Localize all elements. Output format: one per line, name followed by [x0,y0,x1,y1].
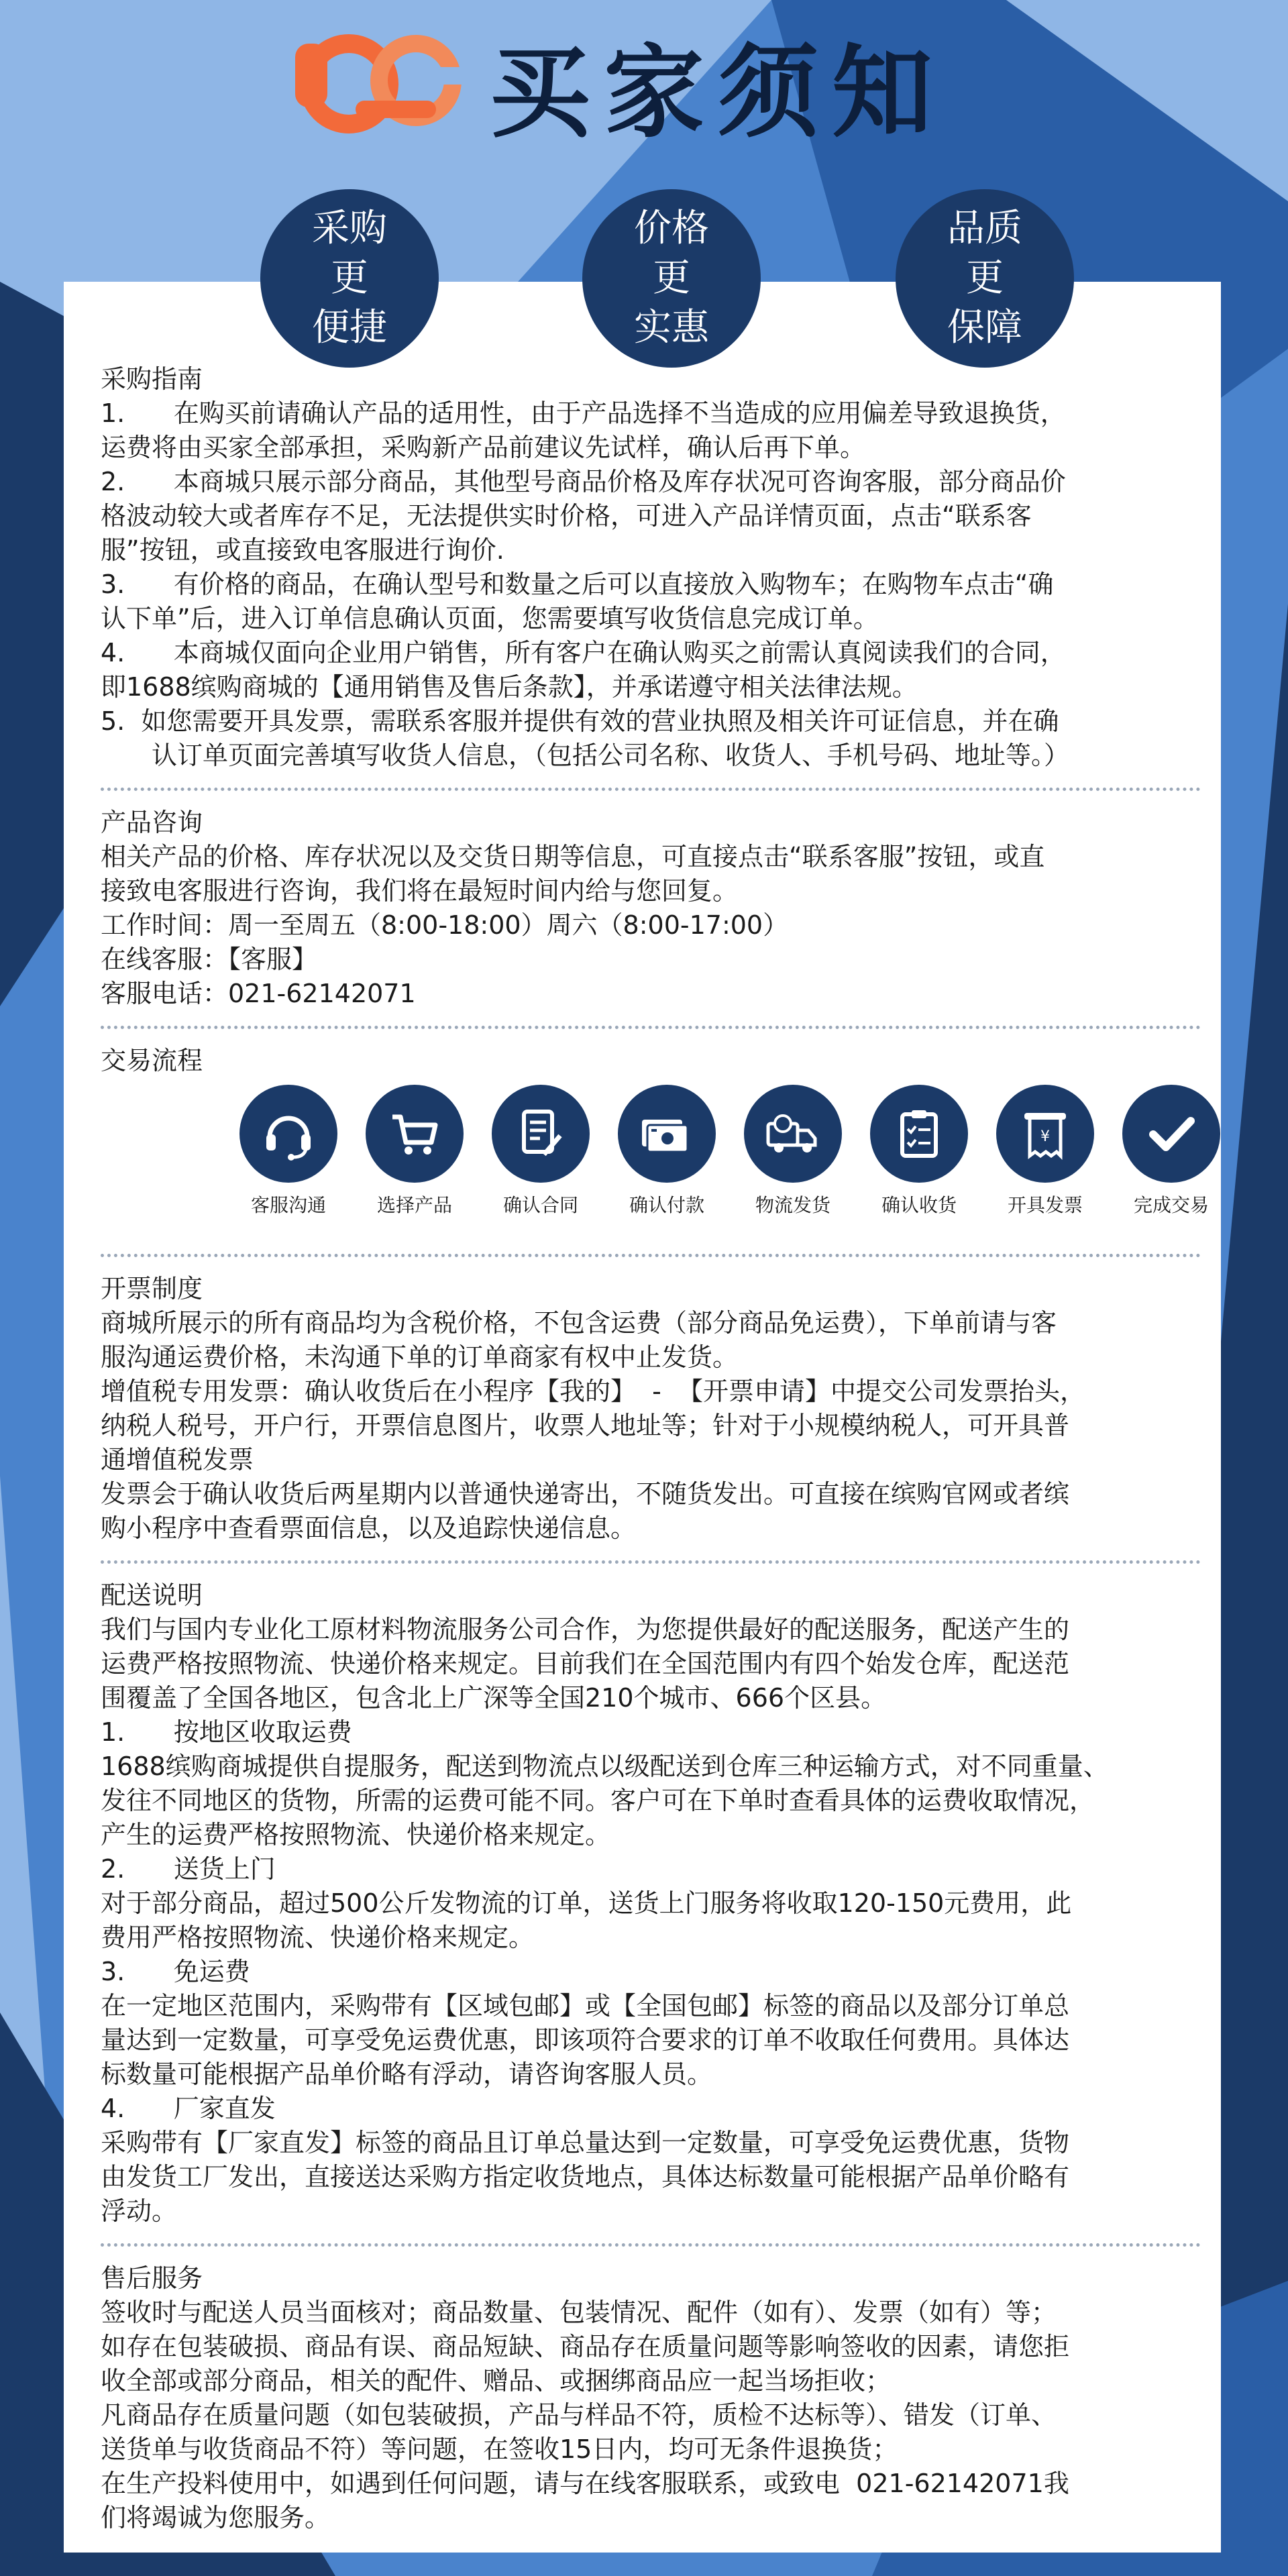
step-label: 确认合同 [502,1194,578,1216]
text-line: 2. 本商城只展示部分商品，其他型号商品价格及库存状况可咨询客服，部分商品价 [101,467,1066,496]
delivery-section [101,1578,1201,2229]
feature-badges [0,189,1288,370]
work-hours: 工作时间：周一至周五（8:00-18:00）周六（8:00-17:00） [101,910,789,940]
text-line: 格波动较大或者库存不足，无法提供实时价格，可进入产品详情页面，点击“联系客 [101,501,1032,531]
delivery-truck-icon [744,1085,842,1183]
step-label: 选择产品 [376,1194,452,1216]
text-line: 对于部分商品，超过500公斤发物流的订单，送货上门服务将收取120-150元费用，此 [101,1888,1072,1918]
step-label: 物流发货 [755,1194,830,1216]
section-title: 配送说明 [101,1580,203,1610]
step-confirm-payment [606,1085,727,1219]
section-title: 采购指南 [101,364,203,394]
text-line: 产生的运费严格按照物流、快递价格来规定。 [101,1820,611,1849]
text-line: 在一定地区范围内，采购带有【区域包邮】或【全国包邮】标签的商品以及部分订单总 [101,1991,1070,2021]
cash-payment-icon [618,1085,716,1183]
text-line: 运费将由买家全部承担，采购新产品前建议先试样，确认后再下单。 [101,433,866,462]
text-line: 5. 如您需要开具发票，需联系客服并提供有效的营业执照及相关许可证信息，并在确 [101,706,1059,736]
text-line: 2. 送货上门 [101,1854,276,1884]
text-line: 1. 按地区收取运费 [101,1717,352,1747]
notice-content [101,362,1209,2535]
svg-text:¥: ¥ [1040,1128,1050,1145]
text-line: 1688缤购商城提供自提服务，配送到物流点以级配送到仓库三种运输方式，对不同重量、 [101,1752,1109,1781]
service-phone[interactable]: 客服电话：021-62142071 [101,979,416,1008]
text-line: 纳税人税号，开户行，开票信息图片，收票人地址等；针对于小规模纳税人，可开具普 [101,1411,1070,1440]
text-line: 收全部或部分商品，相关的配件、赠品、或捆绑商品应一起当场拒收； [101,2366,892,2396]
step-shipping [733,1085,853,1219]
text-line: 签收时与配送人员当面核对；商品数量、包装情况、配件（如有）、发票（如有）等； [101,2298,1057,2327]
step-label: 完成交易 [1133,1194,1209,1216]
text-line: 们将竭诚为您服务。 [101,2503,331,2532]
checkmark-icon [1122,1085,1220,1183]
text-line: 相关产品的价格、库存状况以及交货日期等信息，可直接点击“联系客服”按钮，或直 [101,842,1045,871]
text-line: 认下单”后，进入订单信息确认页面，您需要填写收货信息完成订单。 [101,604,879,633]
dotted-divider [101,1254,1201,1257]
badge-affordable: 价格 更 实惠 [582,189,761,368]
text-line: 4. 厂家直发 [101,2094,276,2123]
text-line: 发往不同地区的货物，所需的运费可能不同。客户可在下单时查看具体的运费收取情况， [101,1786,1095,1815]
step-customer-service [228,1085,349,1219]
purchase-guide-section [101,362,1201,773]
text-line: 3. 免运费 [101,1957,250,1986]
text-line: 凡商品存在质量问题（如包装破损，产品与样品不符，质检不达标等）、错发（订单、 [101,2400,1057,2430]
section-title: 产品咨询 [101,808,203,837]
dotted-divider [101,2243,1201,2247]
text-line: 商城所展示的所有商品均为含税价格，不包含运费（部分商品免运费），下单前请与客 [101,1308,1057,1338]
step-label: 确认付款 [629,1194,704,1216]
text-line: 通增值税发票 [101,1445,254,1474]
text-line: 在生产投料使用中，如遇到任何问题，请与在线客服联系，或致电 021-62142071我 [101,2469,1069,2498]
text-line: 如存在包装破损、商品有误、商品短缺、商品存在质量问题等影响签收的因素，请您拒 [101,2332,1070,2361]
shopping-cart-icon [366,1085,464,1183]
step-label: 客服沟通 [250,1194,326,1216]
step-select-product [354,1085,475,1219]
badge-convenient: 采购 更 便捷 [260,189,439,368]
text-line: 服”按钮，或直接致电客服进行询价. [101,535,504,565]
page-title: 买家须知 [490,34,947,152]
product-consult-section [101,806,1201,1011]
dotted-divider [101,788,1201,791]
text-line: 围覆盖了全国各地区，包含北上广深等全国210个城市、666个区县。 [101,1683,887,1713]
clipboard-check-icon [870,1085,968,1183]
text-line: 3. 有价格的商品，在确认型号和数量之后可以直接放入购物车；在购物车点击“确 [101,570,1054,599]
text-line: 量达到一定数量，可享受免运费优惠，即该项符合要求的订单不收取任何费用。具体达 [101,2025,1070,2055]
text-line: 购小程序中查看票面信息，以及追踪快递信息。 [101,1513,637,1543]
text-line: 标数量可能根据产品单价略有浮动，请咨询客服人员。 [101,2059,713,2089]
step-label: 确认收货 [881,1194,957,1216]
text-line: 费用严格按照物流、快递价格来规定。 [101,1923,535,1952]
invoice-icon [996,1085,1094,1183]
after-sale-section [101,2261,1201,2535]
online-service-link[interactable]: 在线客服：【客服】 [101,945,318,974]
process-flow [101,1085,1209,1239]
step-confirm-contract [480,1085,601,1219]
step-complete-trade [1111,1085,1232,1219]
text-line: 浮动。 [101,2196,178,2226]
step-issue-invoice [985,1085,1106,1219]
text-line: 送货单与收货商品不符）等问题，在签收15日内，均可无条件退换货； [101,2434,898,2464]
text-line: 认订单页面完善填写收货人信息，（包括公司名称、收货人、手机号码、地址等。） [152,741,1070,770]
text-line: 采购带有【厂家直发】标签的商品且订单总量达到一定数量，可享受免运费优惠，货物 [101,2128,1070,2157]
text-line: 4. 本商城仅面向企业用户销售，所有客户在确认购买之前需认真阅读我们的合同， [101,638,1066,667]
text-line: 增值税专用发票：确认收货后在小程序【我的】 - 【开票申请】中提交公司发票抬头， [101,1377,1086,1406]
contract-edit-icon [492,1085,590,1183]
trade-process-section [101,1044,1209,1239]
text-line: 发票会于确认收货后两星期内以普通快递寄出，不随货发出。可直接在缤购官网或者缤 [101,1479,1070,1509]
bg-logo-icon [295,27,470,134]
text-line: 1. 在购买前请确认产品的适用性，由于产品选择不当造成的应用偏差导致退换货， [101,398,1066,428]
headset-icon [239,1085,337,1183]
text-line: 即1688缤购商城的【通用销售及售后条款】，并承诺遵守相关法律法规。 [101,672,918,702]
dotted-divider [101,1560,1201,1564]
section-title: 交易流程 [101,1046,203,1075]
section-title: 售后服务 [101,2263,203,2293]
text-line: 我们与国内专业化工原材料物流服务公司合作，为您提供最好的配送服务，配送产生的 [101,1615,1070,1644]
step-confirm-receipt [859,1085,979,1219]
section-title: 开票制度 [101,1274,203,1303]
dotted-divider [101,1026,1201,1029]
text-line: 服沟通运费价格，未沟通下单的订单商家有权中止发货。 [101,1342,739,1372]
step-label: 开具发票 [1007,1194,1083,1216]
text-line: 接致电客服进行咨询，我们将在最短时间内给与您回复。 [101,876,739,906]
text-line: 由发货工厂发出，直接送达采购方指定收货地点，具体达标数量可能根据产品单价略有 [101,2162,1070,2192]
text-line: 运费严格按照物流、快递价格来规定。目前我们在全国范围内有四个始发仓库，配送范 [101,1649,1070,1678]
badge-quality: 品质 更 保障 [896,189,1074,368]
invoice-policy-section [101,1272,1201,1546]
